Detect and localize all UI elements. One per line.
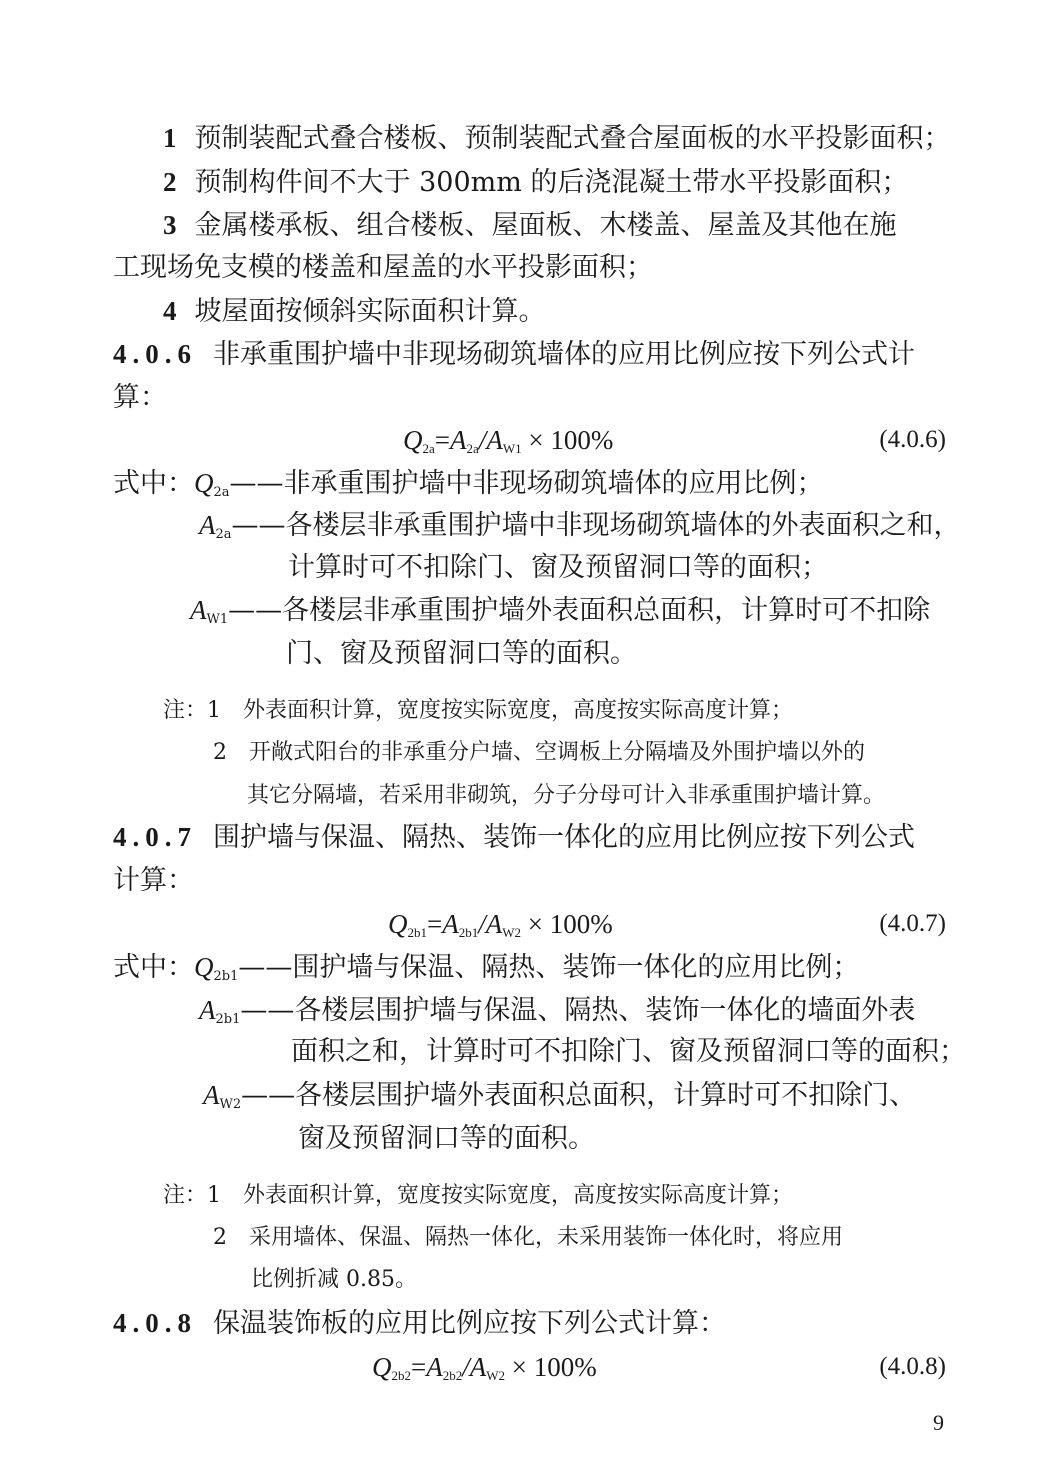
item-text: 预制装配式叠合楼板、预制装配式叠合屋面板的水平投影面积； (194, 123, 951, 154)
where-label: 式中： (113, 468, 194, 499)
section-title-continuation: 算： (113, 382, 167, 413)
item-text: 坡屋面按倾斜实际面积计算。 (194, 296, 546, 327)
section-title: 围护墙与保温、隔热、装饰一体化的应用比例应按下列公式 (213, 822, 915, 853)
list-item-3-continuation: 工现场免支模的楼盖和屋盖的水平投影面积； (113, 252, 653, 283)
section-4-0-6-heading (113, 334, 915, 375)
note-2: 2 采用墙体、保温、隔热一体化，未采用装饰一体化时，将应用 (213, 1225, 844, 1250)
item-number: 2 (163, 167, 177, 197)
item-number: 4 (163, 296, 177, 326)
note-continuation: 其它分隔墙，若采用非砌筑，分子分母可计入非承重围护墙计算。 (247, 783, 886, 808)
section-number: 4.0.7 (113, 822, 197, 852)
note-2: 2 开敞式阳台的非承重分户墙、空调板上分隔墙及外围护墙以外的 (213, 740, 866, 765)
definition-q2a: 式中：$Q_{2a}——$非承重围护墙中非现场砌筑墙体的应用比例； (113, 468, 824, 500)
item-text: 预制构件间不大于 300mm 的后浇混凝土带水平投影面积； (194, 167, 909, 198)
formula-4-0-8: $Q_{2b2}=A_{2b2}/A_{W2} \times 100\%$ (372, 1352, 597, 1383)
definition-aw1: $A_{W1}——$各楼层非承重围护墙外表面积总面积，计算时可不扣除 (190, 595, 931, 627)
definition-aw2: $A_{W2}——$各楼层围护墙外表面积总面积，计算时可不扣除门、 (203, 1080, 917, 1112)
section-title: 非承重围护墙中非现场砌筑墙体的应用比例应按下列公式计 (213, 339, 915, 370)
list-item-1 (163, 118, 951, 159)
definition-continuation: 面积之和，计算时可不扣除门、窗及预留洞口等的面积； (291, 1036, 966, 1067)
item-number: 3 (163, 210, 177, 240)
definition-continuation: 窗及预留洞口等的面积。 (298, 1123, 595, 1154)
formula-4-0-6: $Q_{2a}=A_{2a}/A_{W1} \times 100\%$ (403, 425, 614, 456)
page-number: 9 (933, 1410, 944, 1435)
definition-a2b1: $A_{2b1}——$各楼层围护墙与保温、隔热、装饰一体化的墙面外表 (199, 995, 916, 1027)
note-continuation: 比例折减 0.85。 (251, 1267, 417, 1292)
note-1: 注：1 外表面积计算，宽度按实际宽度，高度按实际高度计算； (163, 698, 794, 723)
list-item-4 (163, 291, 546, 332)
section-4-0-8-heading (113, 1303, 726, 1344)
definition-continuation: 计算时可不扣除门、窗及预留洞口等的面积； (288, 552, 828, 583)
where-label: 式中： (113, 952, 194, 983)
note-1: 注：1 外表面积计算，宽度按实际宽度，高度按实际高度计算； (163, 1183, 794, 1208)
definition-q2b1: 式中：$Q_{2b1}——$围护墙与保温、隔热、装饰一体化的应用比例； (113, 952, 860, 984)
item-text: 金属楼承板、组合楼板、屋面板、木楼盖、屋盖及其他在施 (194, 210, 897, 241)
equation-number: (4.0.8) (879, 1353, 946, 1380)
definition-continuation: 门、窗及预留洞口等的面积。 (286, 638, 637, 669)
section-number: 4.0.8 (113, 1308, 197, 1338)
section-number: 4.0.6 (113, 339, 197, 369)
list-item-3 (163, 205, 897, 246)
section-title-continuation: 计算： (113, 865, 194, 896)
equation-number: (4.0.6) (879, 426, 946, 453)
section-title: 保温装饰板的应用比例应按下列公式计算： (213, 1308, 726, 1339)
list-item-2 (163, 162, 908, 203)
definition-a2a: $A_{2a}——$各楼层非承重围护墙中非现场砌筑墙体的外表面积之和， (199, 510, 961, 542)
section-4-0-7-heading (113, 817, 915, 858)
equation-number: (4.0.7) (879, 910, 946, 937)
formula-4-0-7: $Q_{2b1}=A_{2b1}/A_{W2} \times 100\%$ (388, 909, 613, 940)
item-number: 1 (163, 123, 177, 153)
